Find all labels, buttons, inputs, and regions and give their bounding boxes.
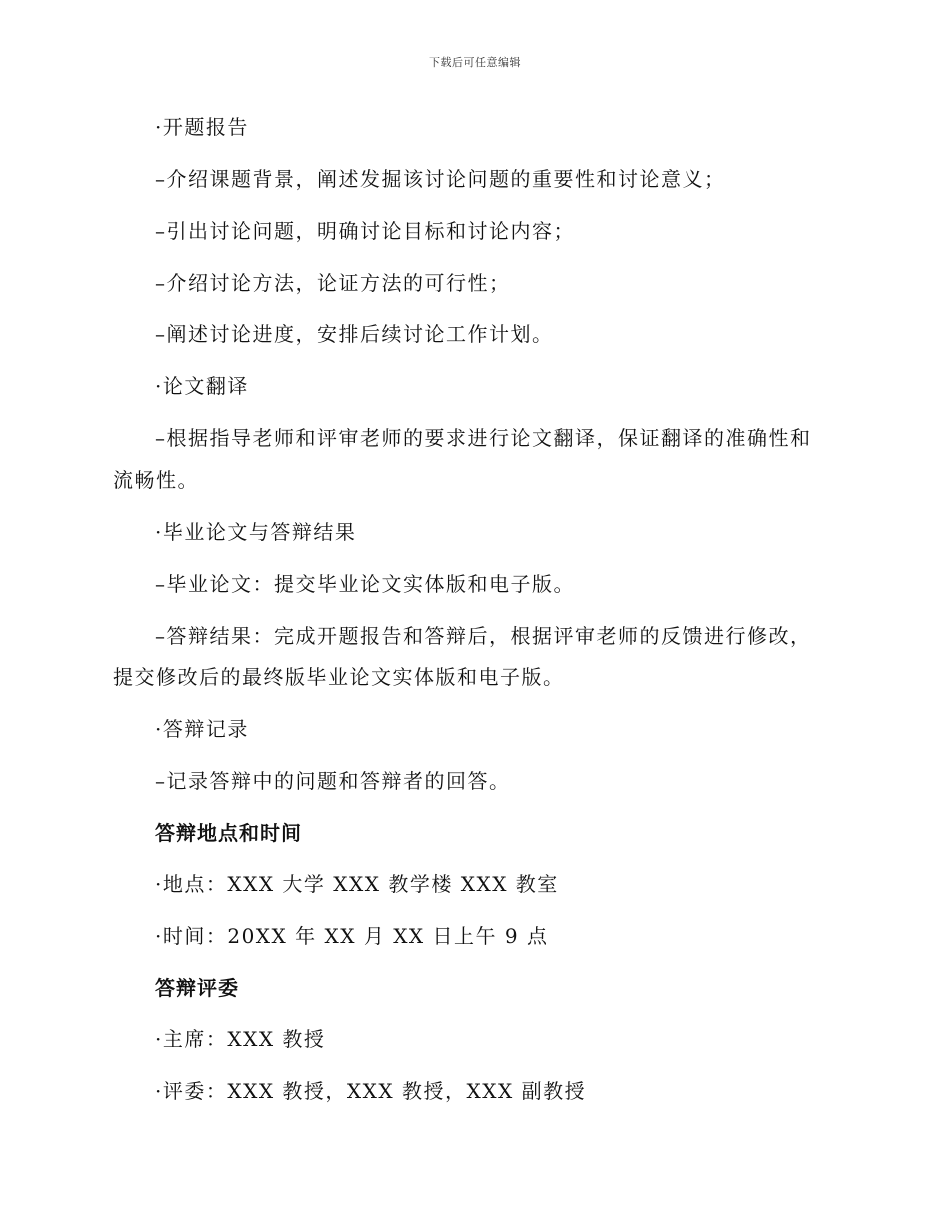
dash-item-defense-result-continued: 提交修改后的最终版毕业论文实体版和电子版。 — [113, 665, 565, 689]
bullet-time: ·时间：20XX 年 XX 月 XX 日上午 9 点 — [155, 924, 549, 948]
bullet-chair: ·主席：XXX 教授 — [155, 1027, 326, 1051]
dash-item-translation: –根据指导老师和评审老师的要求进行论文翻译，保证翻译的准确性和 — [155, 426, 812, 450]
dash-item-translation-continued: 流畅性。 — [113, 468, 199, 492]
bullet-paper-translation: ·论文翻译 — [155, 374, 249, 398]
bullet-location: ·地点：XXX 大学 XXX 教学楼 XXX 教室 — [155, 872, 559, 896]
section-heading-committee: 答辩评委 — [155, 976, 239, 1000]
page-header: 下载后可任意编辑 — [429, 56, 521, 69]
bullet-thesis-and-defense-result: ·毕业论文与答辩结果 — [155, 520, 357, 544]
dash-item-background: –介绍课题背景，阐述发掘该讨论问题的重要性和讨论意义； — [155, 167, 726, 191]
dash-item-progress: –阐述讨论进度，安排后续讨论工作计划。 — [155, 322, 554, 346]
dash-item-thesis: –毕业论文：提交毕业论文实体版和电子版。 — [155, 572, 575, 596]
section-heading-location-time: 答辩地点和时间 — [155, 821, 302, 845]
bullet-defense-record: ·答辩记录 — [155, 717, 249, 741]
dash-item-record: –记录答辩中的问题和答辩者的回答。 — [155, 769, 511, 793]
dash-item-research-question: –引出讨论问题，明确讨论目标和讨论内容； — [155, 219, 575, 243]
dash-item-defense-result: –答辩结果：完成开题报告和答辩后，根据评审老师的反馈进行修改， — [155, 624, 812, 648]
bullet-opening-report: ·开题报告 — [155, 115, 249, 139]
bullet-committee-members: ·评委：XXX 教授，XXX 教授，XXX 副教授 — [155, 1079, 587, 1103]
dash-item-methods: –介绍讨论方法，论证方法的可行性； — [155, 271, 511, 295]
